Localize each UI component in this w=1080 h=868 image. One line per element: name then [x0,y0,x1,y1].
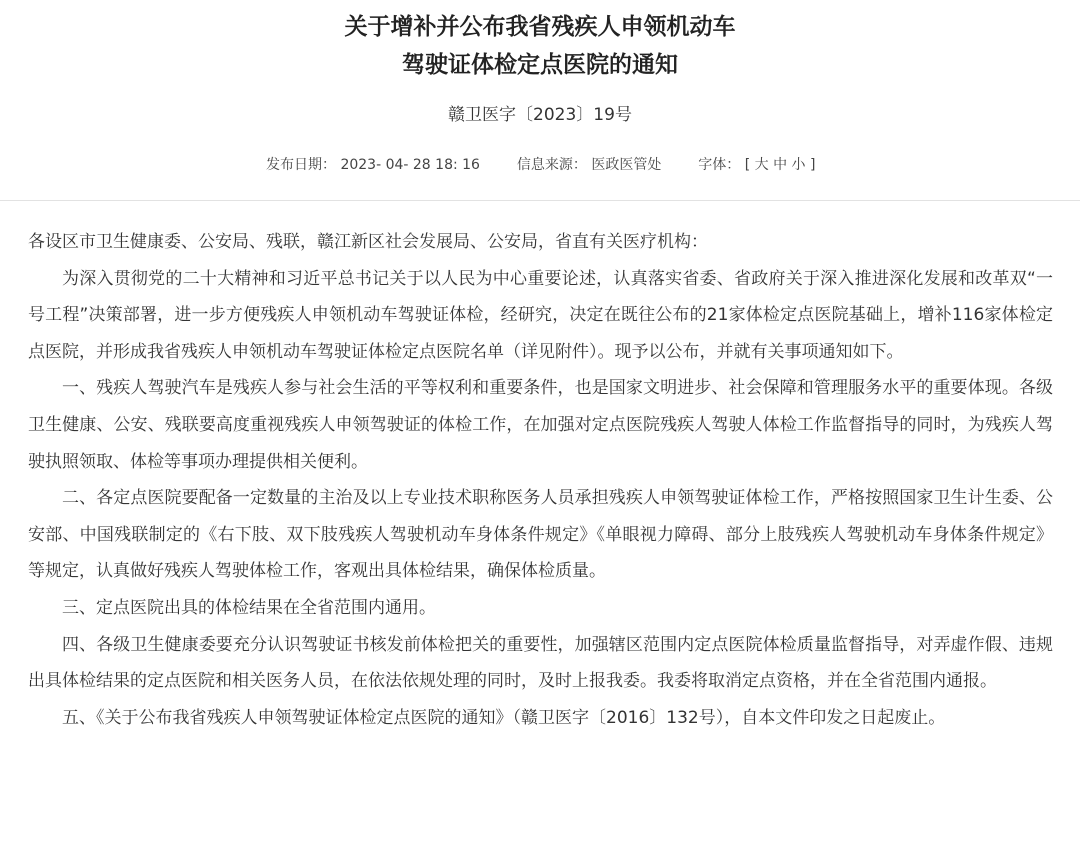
bracket-open: [ [744,157,751,173]
font-size-large-link[interactable]: 大 [754,157,769,173]
publish-date: 2023- 04- 28 18: 16 [340,157,480,173]
body-paragraph-item-1: 一、残疾人驾驶汽车是残疾人参与社会生活的平等权利和重要条件，也是国家文明进步、社会保障和管理服务水平的重要体现。各级卫生健康、公安、残联要高度重视残疾人申领驾驶证的体检工作，在加强对定点医院残疾人驾驶人体检工作监督指导的同时，为残疾人驾驶执照领取、体检等事项办理提供相关便利。 [28,378,1053,472]
font-size-label: 字体： [698,157,741,173]
article-title-line2: 驾驶证体检定点医院的通知 [402,52,678,78]
body-paragraph-item-5: 五、《关于公布我省残疾人申领驾驶证体检定点医院的通知》（赣卫医字〔2016〕132号），自本文件印发之日起废止。 [62,707,946,728]
publish-date-label: 发布日期： [266,157,336,173]
bracket-close: ] [809,157,816,173]
body-paragraph-item-3: 三、定点医院出具的体检结果在全省范围内通用。 [62,597,436,618]
font-size-medium-link[interactable]: 中 [773,157,788,173]
document-number: 赣卫医字〔2023〕19号 [448,105,632,125]
body-paragraph-item-4: 四、各级卫生健康委要充分认识驾驶证书核发前体检把关的重要性，加强辖区范围内定点医院体检质量监督指导，对弄虚作假、违规出具体检结果的定点医院和相关医务人员，在依法依规处理的同时，及时上报我委。我委将取消定点资格，并在全省范围内通报。 [28,634,1053,692]
source-label: 信息来源： [516,157,587,173]
source-value: 医政医管处 [591,157,662,173]
header-divider [0,200,1080,201]
font-size-small-link[interactable]: 小 [791,157,806,173]
article-body [28,224,1053,736]
body-paragraph-item-2: 二、各定点医院要配备一定数量的主治及以上专业技术职称医务人员承担残疾人申领驾驶证体检工作，严格按照国家卫生计生委、公安部、中国残联制定的《右下肢、双下肢残疾人驾驶机动车身体条件规定》《单眼视力障碍、部分上肢残疾人驾驶机动车身体条件规定》等规定，认真做好残疾人驾驶体检工作，客观出具体检结果，确保体检质量。 [28,488,1053,582]
body-paragraph-intro: 为深入贯彻党的二十大精神和习近平总书记关于以人民为中心重要论述，认真落实省委、省政府关于深入推进深化发展和改革双“一号工程”决策部署，进一步方便残疾人申领机动车驾驶证体检，经研究，决定在既往公布的21家体检定点医院基础上，增补116家体检定点医院，并形成我省残疾人申领机动车驾驶证体检定点医院名单（详见附件）。现予以公布，并就有关事项通知如下。 [28,268,1053,362]
salutation: 各设区市卫生健康委、公安局、残联，赣江新区社会发展局、公安局，省直有关医疗机构： [28,232,708,252]
article-meta-bar [266,154,815,176]
article-title-line1: 关于增补并公布我省残疾人申领机动车 [344,14,736,40]
